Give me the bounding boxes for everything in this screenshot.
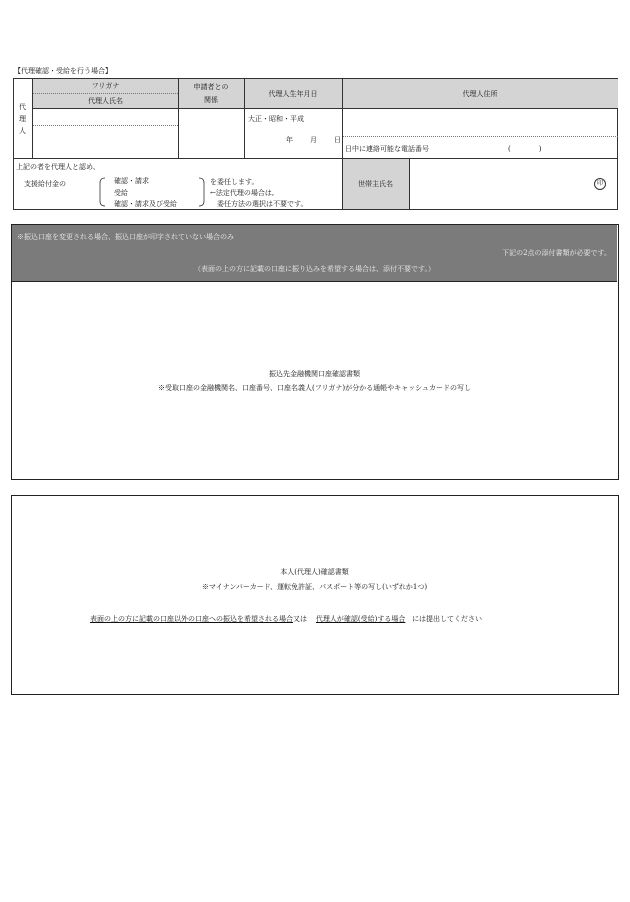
condition-agent: 代理人が確認(受給)する場合 bbox=[315, 615, 406, 623]
phone-input[interactable]: ( ) bbox=[508, 145, 542, 153]
id-document-title: 本人(代理人)確認書類 bbox=[280, 568, 349, 576]
benefit-label: 支援給付金の bbox=[24, 180, 66, 188]
condition-or: 又は bbox=[293, 615, 307, 623]
section-title: 【代理確認・受給を行う場合】 bbox=[14, 67, 112, 75]
agent-side-label: 代 理 人 bbox=[19, 103, 26, 135]
id-document-desc: ※マイナンバーカード、運転免許証、パスポート等の写し(いずれか1つ) bbox=[201, 583, 428, 591]
option-confirm-claim-receive[interactable]: 確認・請求及び受給 bbox=[114, 200, 177, 208]
householder-label: 世帯主氏名 bbox=[358, 180, 393, 188]
relation-label-1: 申請者との bbox=[193, 83, 229, 91]
option-receive[interactable]: 受給 bbox=[114, 189, 128, 197]
entrust-text: を委任します。 bbox=[210, 178, 259, 186]
furigana-input[interactable] bbox=[33, 109, 178, 125]
day-label: 日 bbox=[334, 136, 341, 144]
address-input[interactable] bbox=[343, 109, 618, 136]
agent-name-label: 代理人氏名 bbox=[88, 97, 123, 105]
right-bracket-icon bbox=[198, 177, 206, 207]
left-bracket-icon bbox=[98, 177, 106, 207]
bank-document-title: 振込先金融機関口座確認書類 bbox=[269, 370, 360, 378]
id-condition-line bbox=[90, 615, 482, 623]
delegation-line1: 上記の者を代理人と認め、 bbox=[16, 163, 100, 171]
legal-agent-note: ←法定代理の場合は, bbox=[210, 189, 275, 197]
option-confirm-claim[interactable]: 確認・請求 bbox=[114, 177, 149, 185]
address-label: 代理人住所 bbox=[462, 90, 498, 98]
seal-mark: 印 bbox=[594, 178, 606, 190]
header-condition: ※振込口座を変更される場合、振込口座が印字されていない場合のみ bbox=[17, 233, 234, 241]
header-required: 下記の2点の添付書類が必要です。 bbox=[502, 249, 611, 257]
era-options[interactable]: 大正・昭和・平成 bbox=[248, 115, 304, 123]
agent-name-input[interactable] bbox=[33, 126, 178, 158]
condition-other-account: 表面の上の方に記載の口座以外の口座への振込を希望される場合 bbox=[90, 615, 293, 623]
bank-document-header bbox=[12, 225, 617, 282]
legal-agent-note-2: 委任方法の選択は不要です。 bbox=[217, 200, 308, 208]
month-label: 月 bbox=[310, 136, 317, 144]
condition-tail: には提出してください bbox=[412, 615, 483, 623]
relation-label-2: 関係 bbox=[204, 96, 218, 104]
furigana-label: フリガナ bbox=[91, 82, 120, 90]
year-label: 年 bbox=[286, 136, 293, 144]
header-exemption: （表面の上の方に記載の口座に振り込みを希望する場合は、添付不要です。） bbox=[194, 265, 435, 273]
householder-name-input[interactable] bbox=[410, 159, 618, 209]
id-document-box bbox=[11, 495, 619, 695]
agent-table bbox=[13, 78, 618, 159]
bank-document-box bbox=[11, 224, 619, 480]
bank-document-desc: ※受取口座の金融機関名、口座番号、口座名義人(フリガナ)が分かる通帳やキャッシュカードの写し bbox=[158, 384, 471, 392]
delegation-row bbox=[13, 158, 618, 210]
relation-input[interactable] bbox=[179, 109, 244, 158]
phone-label: 日中に連絡可能な電話番号 bbox=[345, 145, 429, 153]
birthdate-label: 代理人生年月日 bbox=[268, 90, 318, 98]
